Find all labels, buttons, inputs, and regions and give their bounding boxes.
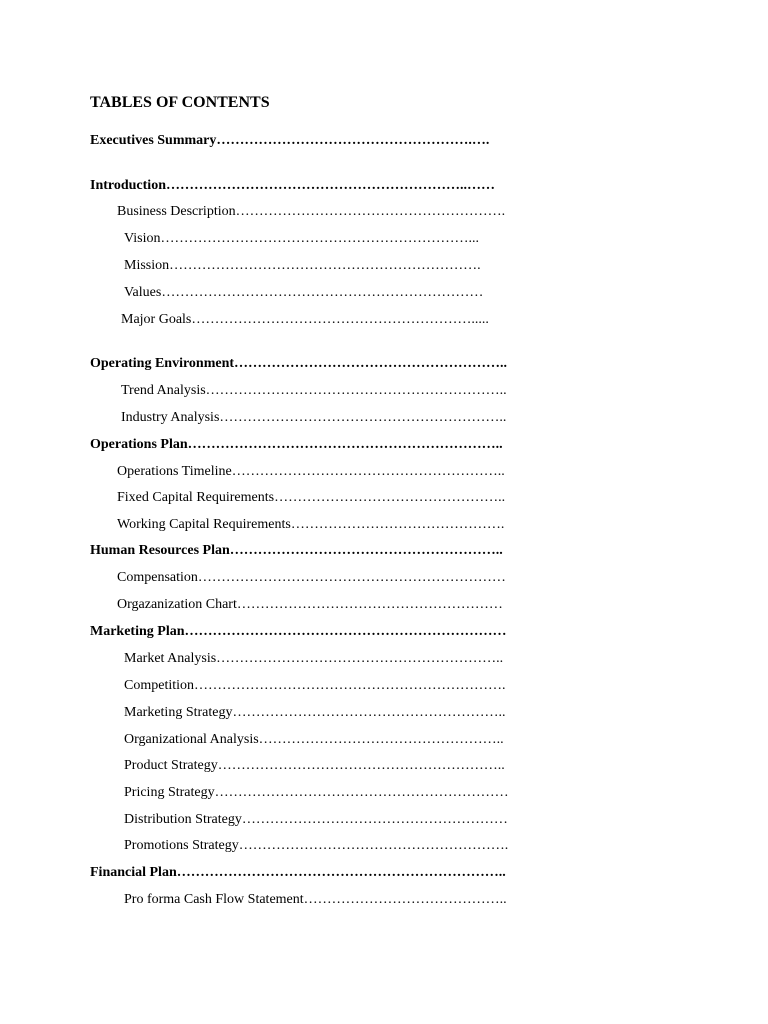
toc-entry-label: Human Resources Plan (90, 543, 230, 558)
toc-subsection-entry (117, 569, 506, 587)
toc-leader-dots: …………………………………………………………. (194, 678, 506, 693)
toc-entry-label: Financial Plan (90, 865, 177, 880)
toc-subsection-entry (124, 891, 507, 909)
toc-entry-label: Promotions Strategy (124, 838, 239, 853)
toc-entry-label: Pro forma Cash Flow Statement (124, 892, 304, 907)
toc-entry-label: Major Goals (121, 312, 192, 327)
toc-leader-dots: ……………………………………………………….. (205, 383, 507, 398)
toc-section-entry (90, 355, 507, 373)
toc-entry-label: Operations Plan (90, 437, 188, 452)
toc-leader-dots: ……………………………………………….…. (216, 133, 490, 148)
toc-subsection-entry (124, 677, 506, 695)
toc-entry-label: Orgazanization Chart (117, 597, 237, 612)
toc-subsection-entry (117, 516, 504, 534)
toc-entry-label: Competition (124, 678, 194, 693)
toc-section-entry (90, 542, 503, 560)
toc-subsection-entry (124, 731, 504, 749)
toc-subsection-entry (117, 203, 505, 221)
toc-leader-dots: …………………………………….. (303, 892, 507, 907)
toc-leader-dots: ………………………………………………… (236, 597, 503, 612)
toc-subsection-entry (124, 704, 505, 722)
toc-section-entry (90, 436, 503, 454)
toc-entry-label: Executives Summary (90, 133, 217, 148)
toc-entry-label: Values (124, 285, 162, 300)
toc-leader-dots: …………………………………………………….. (216, 651, 504, 666)
toc-entry-label: Pricing Strategy (124, 785, 215, 800)
toc-entry-label: Industry Analysis (121, 410, 220, 425)
toc-entry-label: Fixed Capital Requirements (117, 490, 275, 505)
toc-entry-label: Marketing Strategy (124, 705, 233, 720)
toc-section-entry (90, 132, 489, 150)
toc-subsection-entry (124, 284, 483, 302)
toc-leader-dots: ………………………………………….. (274, 490, 506, 505)
toc-leader-dots: …………………………………………………………... (160, 231, 479, 246)
toc-subsection-entry (121, 382, 507, 400)
toc-leader-dots: ………………………………………. (290, 517, 505, 532)
toc-leader-dots: ………………………………………………….. (232, 705, 506, 720)
toc-leader-dots: …………………………………………………. (235, 204, 506, 219)
toc-leader-dots: …………………………………………………………. (169, 258, 481, 273)
toc-leader-dots: ………………………………………………….. (234, 356, 508, 371)
toc-leader-dots: ……………………………………………………..... (191, 312, 489, 327)
toc-section-entry (90, 177, 495, 195)
toc-entry-label: Business Description (117, 204, 236, 219)
toc-subsection-entry (124, 757, 505, 775)
toc-subsection-entry (124, 257, 481, 275)
toc-section-entry (90, 623, 507, 641)
toc-subsection-entry (117, 489, 505, 507)
toc-leader-dots: …………………………………………………….. (217, 758, 505, 773)
toc-entry-label: Organizational Analysis (124, 732, 259, 747)
toc-subsection-entry (124, 784, 509, 802)
toc-leader-dots: ………………………………………………….. (231, 464, 505, 479)
toc-leader-dots: ……………………………………………………… (214, 785, 509, 800)
toc-leader-dots: …………………………………………………………… (184, 624, 507, 639)
toc-leader-dots: …………………………………………….. (258, 732, 504, 747)
toc-leader-dots: ………………………………………………… (241, 812, 508, 827)
page-title: TABLES OF CONTENTS (90, 94, 270, 111)
toc-leader-dots: ………………………………………………………..…… (165, 178, 495, 193)
toc-entry-label: Compensation (117, 570, 198, 585)
toc-entry-label: Trend Analysis (121, 383, 206, 398)
toc-entry-label: Introduction (90, 178, 166, 193)
toc-subsection-entry (117, 596, 503, 614)
toc-leader-dots: …………………………………………………………… (161, 285, 484, 300)
toc-subsection-entry (124, 837, 508, 855)
toc-subsection-entry (117, 463, 505, 481)
toc-entry-label: Distribution Strategy (124, 812, 242, 827)
toc-leader-dots: …………………………………………………. (238, 838, 509, 853)
toc-section-entry (90, 864, 506, 882)
toc-subsection-entry (124, 811, 508, 829)
toc-subsection-entry (124, 230, 479, 248)
toc-subsection-entry (124, 650, 503, 668)
toc-leader-dots: …………………………………………………………….. (176, 865, 506, 880)
toc-leader-dots: ………………………………………………………… (197, 570, 506, 585)
toc-subsection-entry (121, 311, 489, 329)
toc-entry-label: Working Capital Requirements (117, 517, 291, 532)
toc-subsection-entry (121, 409, 506, 427)
toc-entry-label: Operations Timeline (117, 464, 232, 479)
toc-entry-label: Mission (124, 258, 170, 273)
toc-leader-dots: …………………………………………………….. (219, 410, 507, 425)
toc-leader-dots: ………………………………………………….. (229, 543, 503, 558)
toc-leader-dots: ………………………………………………………….. (187, 437, 503, 452)
toc-entry-label: Vision (124, 231, 161, 246)
toc-entry-label: Market Analysis (124, 651, 217, 666)
toc-entry-label: Operating Environment (90, 356, 235, 371)
toc-entry-label: Marketing Plan (90, 624, 185, 639)
toc-entry-label: Product Strategy (124, 758, 218, 773)
